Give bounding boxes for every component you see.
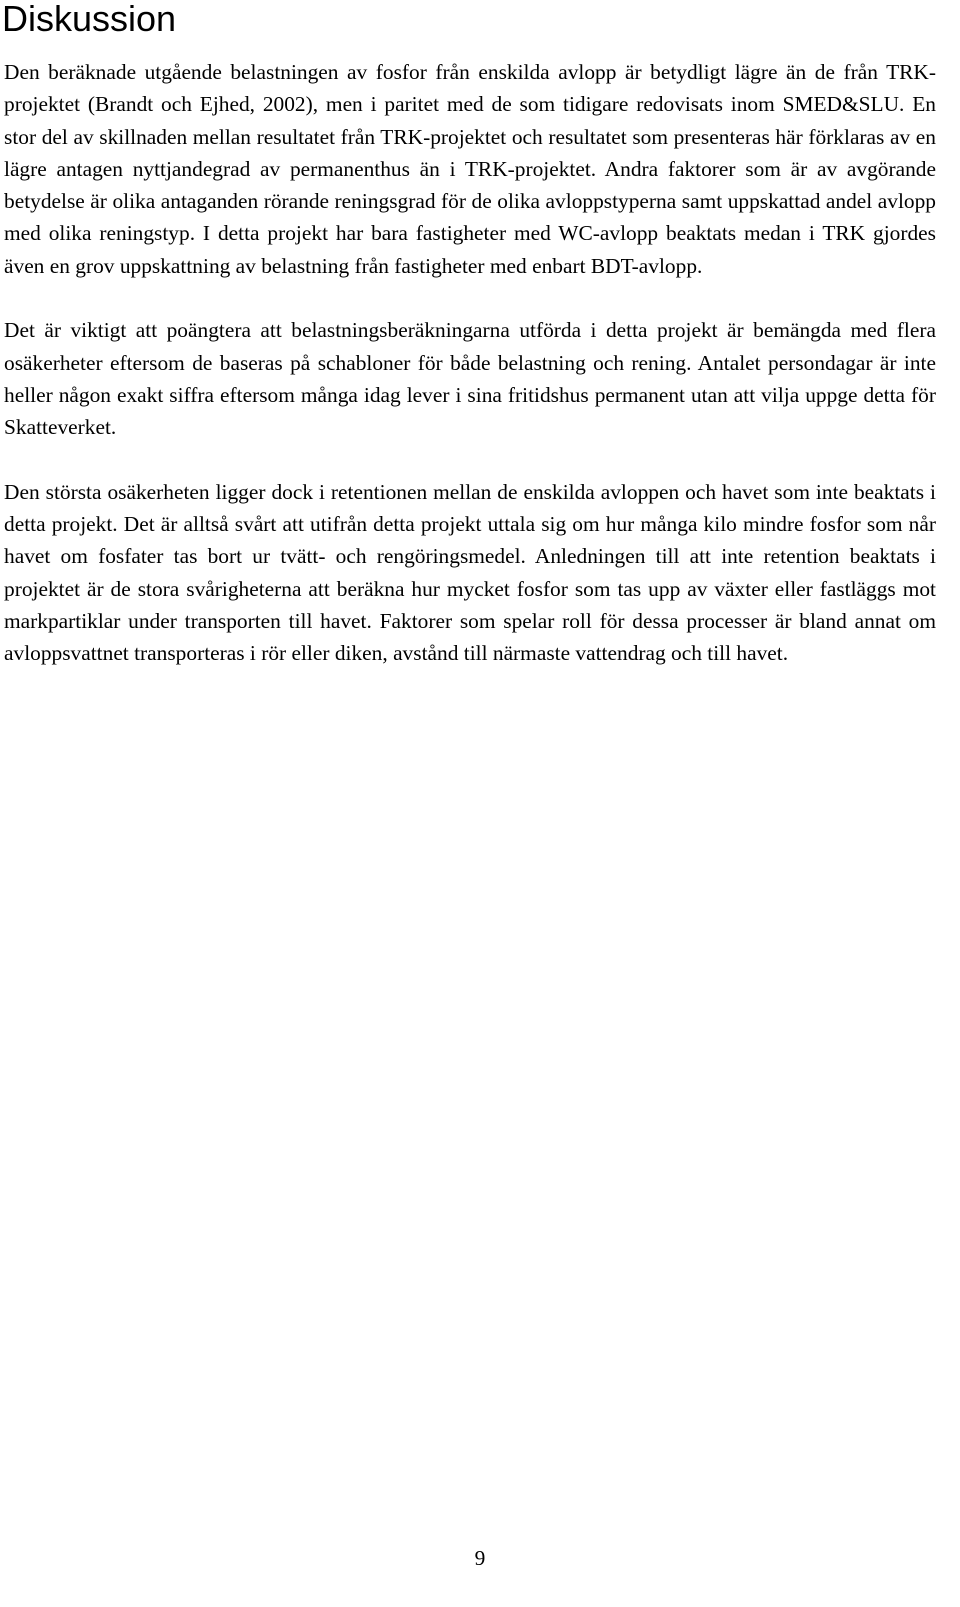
body-paragraph-2: Det är viktigt att poängtera att belastningsberäkningarna utförda i detta projekt är bemängda med flera osäkerheter eftersom de baseras på schabloner för både belastning och rening. Antalet persondagar är inte heller någon exakt siffra eftersom många idag lever i sina fritidshus permanent utan att vilja uppge detta för Skatteverket. <box>4 318 936 440</box>
body-paragraph-1: Den beräknade utgående belastningen av fosfor från enskilda avlopp är betydligt lägre än de från TRK-projektet (Brandt och Ejhed, 2002), men i paritet med de som tidigare redovisats inom SMED&SLU. En stor del av skillnaden mellan resultatet från TRK-projektet och resultatet som presenteras här förklaras av en lägre antagen nyttjandegrad av permanenthus än i TRK-projektet. Andra faktorer som är av avgörande betydelse är olika antaganden rörande reningsgrad för de olika avloppstyperna samt uppskattad andel avlopp med olika reningstyp. I detta projekt har bara fastigheter med WC-avlopp beaktats medan i TRK gjordes även en grov uppskattning av belastning från fastigheter med enbart BDT-avlopp. <box>4 60 936 278</box>
body-paragraph-3: Den största osäkerheten ligger dock i retentionen mellan de enskilda avloppen och havet som inte beaktats i detta projekt. Det är alltså svårt att utifrån detta projekt uttala sig om hur många kilo mindre fosfor som når havet om fosfater tas bort ur tvätt- och rengöringsmedel. Anledningen till att inte retention beaktats i projektet är de stora svårigheterna att beräkna hur mycket fosfor som tas upp av växter eller fastläggs mot markpartiklar under transporten till havet. Faktorer som spelar roll för dessa processer är bland annat om avloppsvattnet transporteras i rör eller diken, avstånd till närmaste vattendrag och till havet. <box>4 479 936 666</box>
section-heading: Diskussion <box>2 0 177 39</box>
page-number: 9 <box>474 1546 486 1570</box>
section-body <box>4 56 936 670</box>
